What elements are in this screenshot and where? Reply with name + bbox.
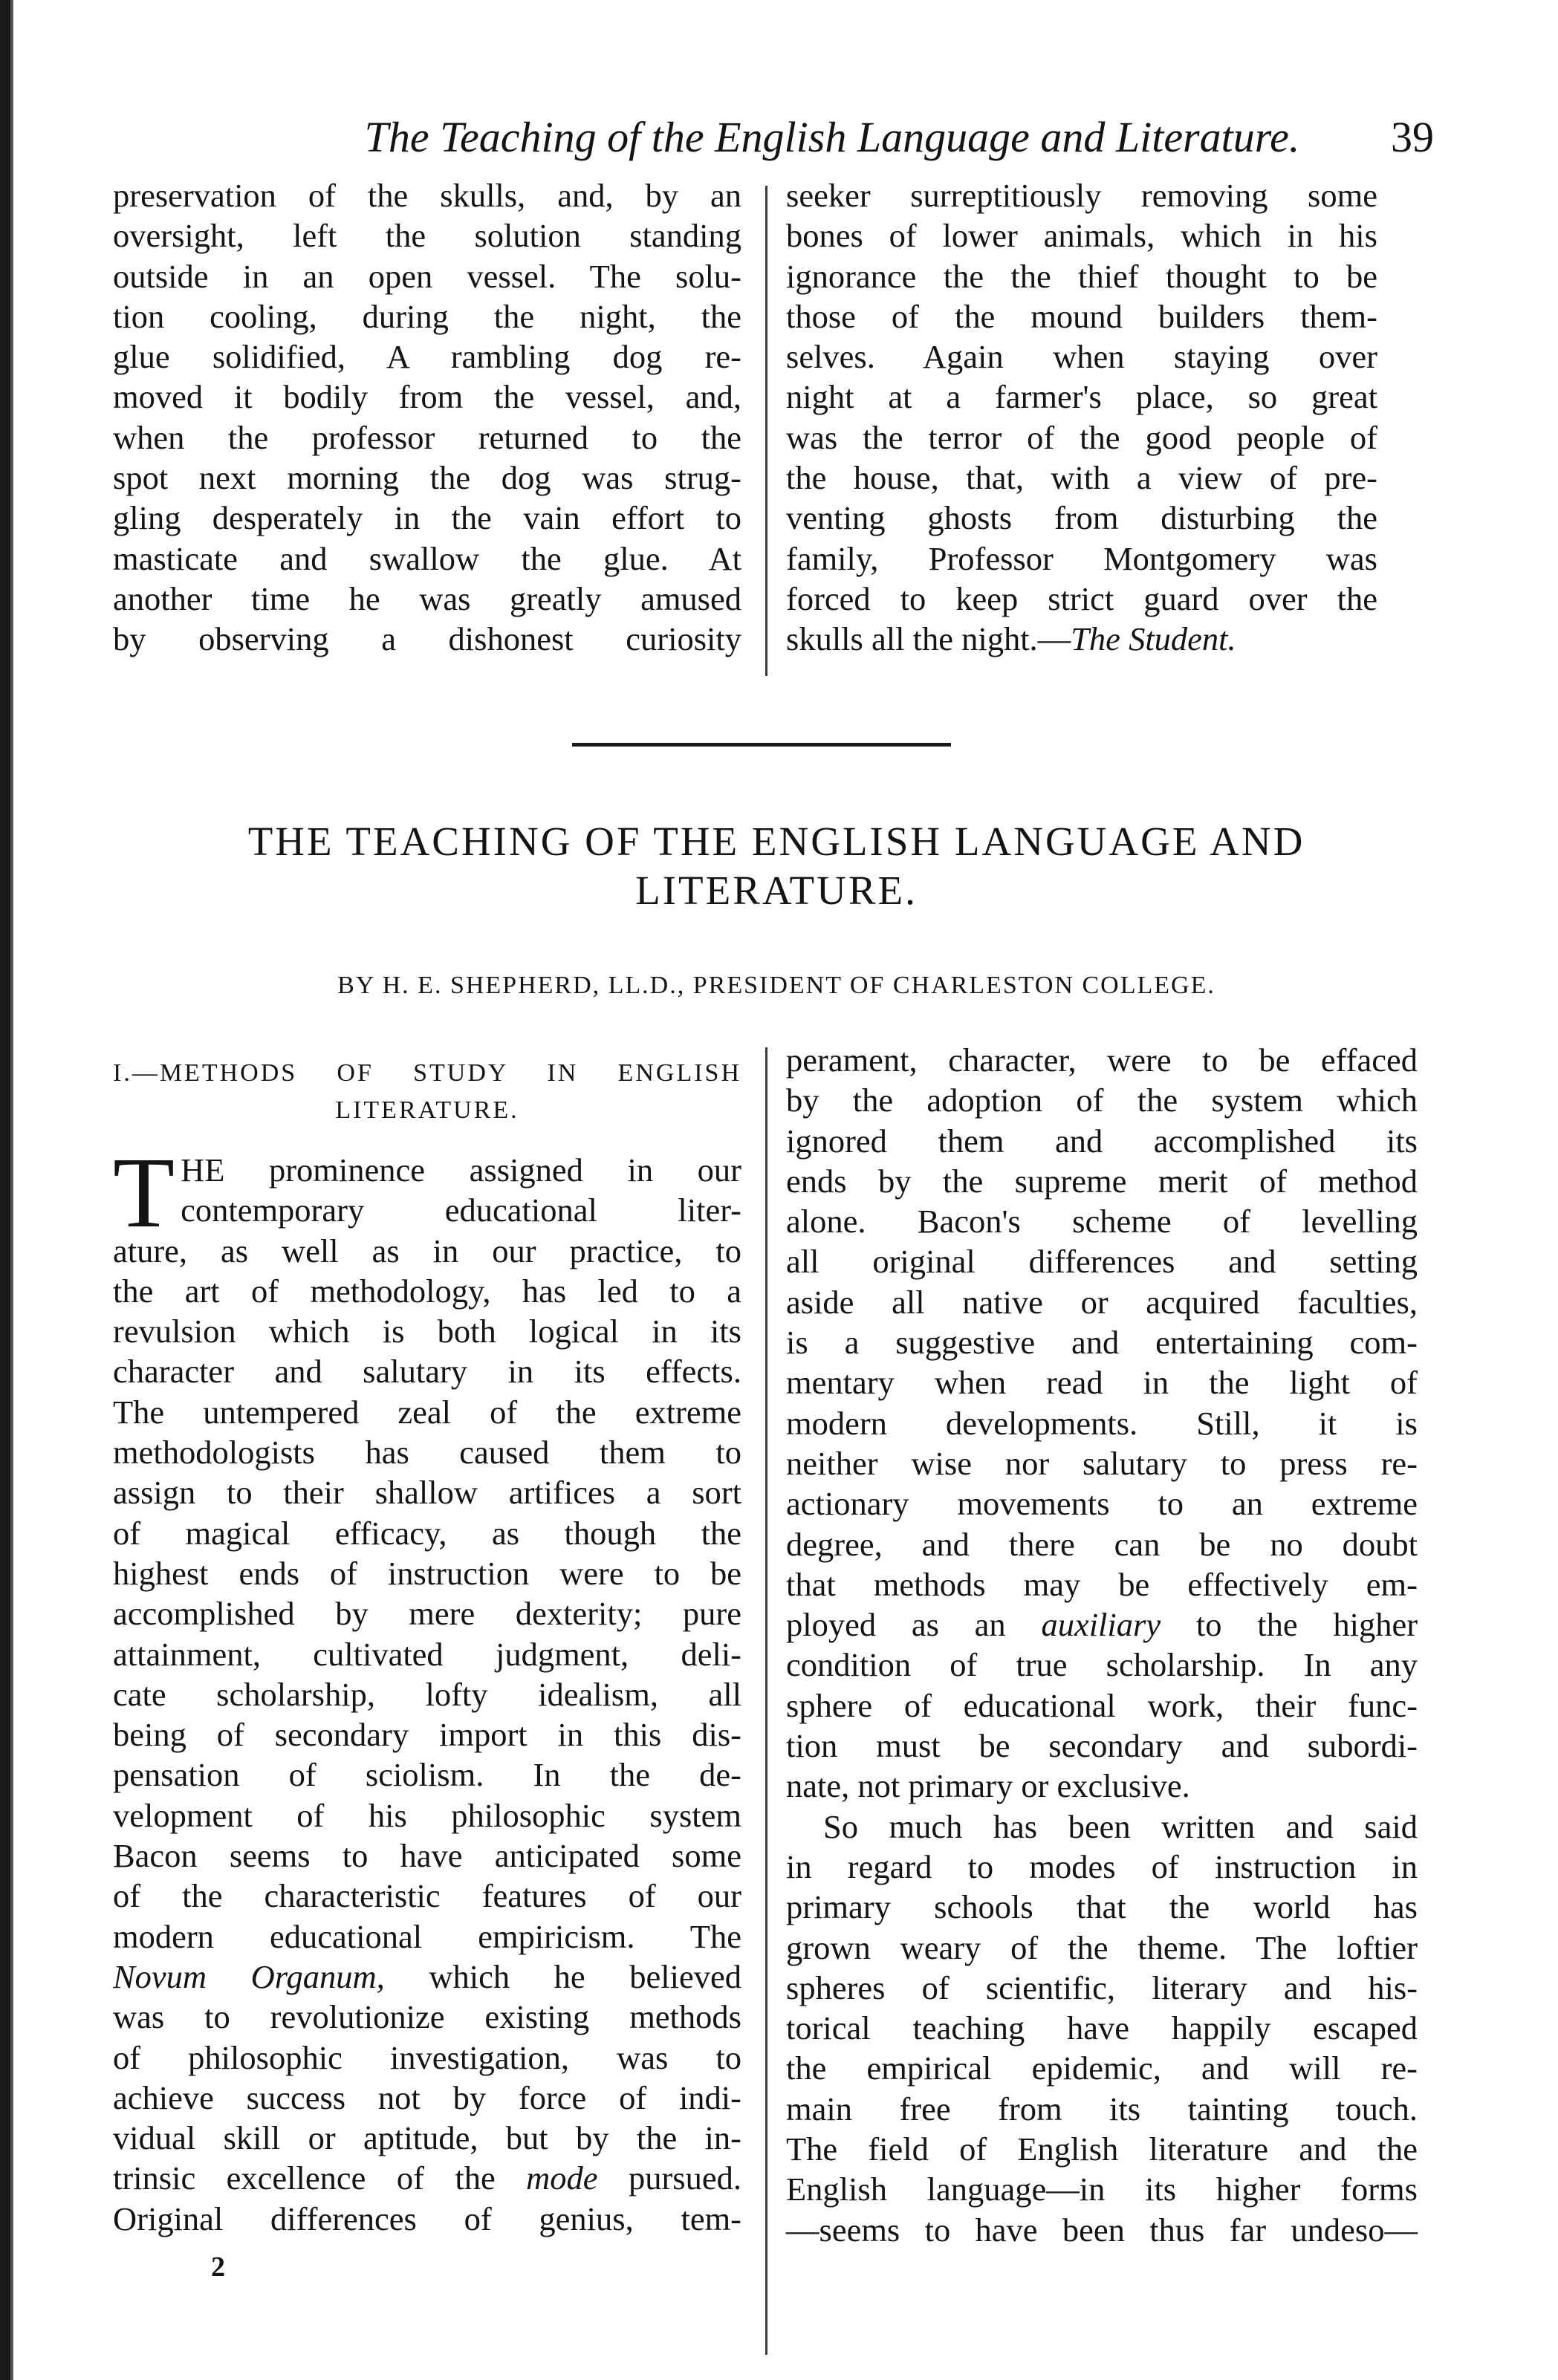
text-fragment: to the higher xyxy=(1195,1606,1418,1644)
text-line: achieve success not by force of indi- xyxy=(113,2078,741,2116)
top-left-column xyxy=(113,175,741,660)
signature-mark: 2 xyxy=(211,2251,225,2283)
text-line: tion must be secondary and subordi- xyxy=(786,1727,1418,1765)
text-line-last: nate, not primary or exclusive. xyxy=(786,1767,1190,1805)
text-fragment: skulls all the night.— xyxy=(786,620,1071,658)
text-line: condition of true scholarship. In any xyxy=(786,1646,1418,1684)
text-line: of philosophic investigation, was to xyxy=(113,2038,741,2076)
text-line: assign to their shallow artifices a sort xyxy=(113,1474,741,1512)
text-line: night at a farmer's place, so great xyxy=(786,378,1377,416)
text-line: the art of methodology, has led to a xyxy=(113,1272,741,1310)
text-line: is a suggestive and entertaining com- xyxy=(786,1324,1418,1362)
text-line xyxy=(786,1604,1418,1645)
text-line: that methods may be effectively em- xyxy=(786,1565,1418,1603)
page-edge-rule-thin xyxy=(10,0,13,2380)
column-divider-top xyxy=(765,186,767,676)
text-line: tion cooling, during the night, the xyxy=(113,297,741,335)
bottom-right-column xyxy=(786,1040,1418,2250)
text-line: ends by the supreme merit of method xyxy=(786,1162,1418,1200)
text-line-last xyxy=(786,619,1377,659)
text-line: by the adoption of the system which xyxy=(786,1082,1418,1119)
text-line: The untempered zeal of the extreme xyxy=(113,1393,741,1431)
text-line: accomplished by mere dexterity; pure xyxy=(113,1595,741,1633)
text-fragment: which he believed xyxy=(429,1957,741,1995)
section-separator-rule xyxy=(572,743,951,747)
text-line: selves. Again when staying over xyxy=(786,338,1377,376)
text-line: seeker surreptitiously removing some xyxy=(786,177,1377,214)
text-line: —seems to have been thus far undeso— xyxy=(786,2211,1418,2249)
text-line: masticate and swallow the glue. At xyxy=(113,539,741,577)
text-line: alone. Bacon's scheme of levelling xyxy=(786,1203,1418,1241)
text-line: velopment of his philosophic system xyxy=(113,1796,741,1834)
text-line: oversight, left the solution standing xyxy=(113,217,741,255)
text-line: of magical efficacy, as though the xyxy=(113,1514,741,1552)
text-line: family, Professor Montgomery was xyxy=(786,539,1377,577)
drop-cap: T xyxy=(113,1137,175,1249)
text-line: spheres of scientific, literary and his- xyxy=(786,1968,1418,2006)
text-line: aside all native or acquired faculties, xyxy=(786,1283,1418,1321)
text-line: The field of English literature and the xyxy=(786,2130,1418,2168)
text-line: perament, character, were to be effaced xyxy=(786,1041,1418,1079)
italic-word: mode xyxy=(526,2159,598,2197)
text-line: in regard to modes of instruction in xyxy=(786,1847,1418,1885)
text-fragment: ployed as an xyxy=(786,1606,1006,1644)
text-line: vidual skill or aptitude, but by the in- xyxy=(113,2119,741,2157)
text-line: ignored them and accomplished its xyxy=(786,1122,1418,1160)
article-title-line: THE TEACHING OF THE ENGLISH LANGUAGE AND xyxy=(247,819,1305,864)
text-line: neither wise nor salutary to press re- xyxy=(786,1444,1418,1482)
text-line: methodologists has caused them to xyxy=(113,1434,741,1472)
italic-word: auxiliary xyxy=(1041,1606,1161,1644)
text-line: preservation of the skulls, and, by an xyxy=(113,177,741,214)
text-line: attainment, cultivated judgment, deli- xyxy=(113,1635,741,1673)
text-line: forced to keep strict guard over the xyxy=(786,579,1377,617)
text-line: moved it bodily from the vessel, and, xyxy=(113,378,741,416)
bottom-left-column xyxy=(113,1055,741,2239)
text-line: modern educational empiricism. The xyxy=(113,1917,741,1955)
text-line: those of the mound builders them- xyxy=(786,297,1377,335)
text-line: English language—in its higher forms xyxy=(786,2171,1418,2208)
article-title-line: LITERATURE. xyxy=(635,868,918,913)
text-line: character and salutary in its effects. xyxy=(113,1353,741,1391)
page-edge-rule xyxy=(0,0,10,2380)
text-line: actionary movements to an extreme xyxy=(786,1485,1418,1523)
text-line: ature, as well as in our practice, to xyxy=(113,1232,741,1269)
text-line: the empirical epidemic, and will re- xyxy=(786,2049,1418,2087)
text-line: degree, and there can be no doubt xyxy=(786,1525,1418,1563)
text-fragment: pursued. xyxy=(628,2159,741,2197)
text-line: outside in an open vessel. The solu- xyxy=(113,257,741,295)
text-line: primary schools that the world has xyxy=(786,1888,1418,1926)
text-line: was the terror of the good people of xyxy=(786,418,1377,456)
text-line: spot next morning the dog was strug- xyxy=(113,459,741,497)
text-line: mentary when read in the light of xyxy=(786,1364,1418,1402)
text-line: torical teaching have happily escaped xyxy=(786,2009,1418,2047)
running-title: The Teaching of the English Language and Literature. xyxy=(364,113,1300,161)
text-line: sphere of educational work, their func- xyxy=(786,1686,1418,1724)
text-line: was to revolutionize existing methods xyxy=(113,1998,741,2036)
text-line: ignorance the the thief thought to be xyxy=(786,257,1377,295)
text-line: pensation of sciolism. In the de- xyxy=(113,1756,741,1794)
italic-title: Novum Organum, xyxy=(113,1957,385,1995)
text-line: gling desperately in the vain effort to xyxy=(113,499,741,537)
text-line: being of secondary import in this dis- xyxy=(113,1716,741,1754)
text-line xyxy=(113,2158,741,2198)
page-number: 39 xyxy=(1391,113,1434,161)
text-line: all original differences and setting xyxy=(786,1243,1418,1281)
article-title xyxy=(111,817,1441,915)
text-line: main free from its tainting touch. xyxy=(786,2090,1418,2127)
text-fragment: trinsic excellence of the xyxy=(113,2159,496,2197)
text-line: revulsion which is both logical in its xyxy=(113,1313,741,1350)
section-heading: I.—METHODS OF STUDY IN ENGLISH xyxy=(113,1059,741,1087)
text-line: when the professor returned to the xyxy=(113,418,741,456)
text-line: Original differences of genius, tem- xyxy=(113,2199,741,2237)
text-line: HE prominence assigned in our xyxy=(181,1151,741,1189)
section-heading: LITERATURE. xyxy=(335,1096,519,1124)
text-line: Bacon seems to have anticipated some xyxy=(113,1837,741,1875)
column-divider-bottom xyxy=(765,1047,767,2355)
text-line: the house, that, with a view of pre- xyxy=(786,459,1377,497)
text-line xyxy=(113,1957,741,1997)
text-line: highest ends of instruction were to be xyxy=(113,1554,741,1592)
text-line: cate scholarship, lofty idealism, all xyxy=(113,1675,741,1713)
opening-paragraph xyxy=(113,1137,741,2239)
text-line: by observing a dishonest curiosity xyxy=(113,620,741,658)
text-line: of the characteristic features of our xyxy=(113,1877,741,1915)
text-line: bones of lower animals, which in his xyxy=(786,217,1377,255)
text-line: glue solidified, A rambling dog re- xyxy=(113,338,741,376)
text-line: venting ghosts from disturbing the xyxy=(786,499,1377,537)
text-line: another time he was greatly amused xyxy=(113,579,741,617)
source-citation: The Student. xyxy=(1071,620,1236,658)
text-line: modern developments. Still, it is xyxy=(786,1404,1418,1442)
text-line: contemporary educational liter- xyxy=(181,1191,741,1229)
article-byline: BY H. E. SHEPHERD, LL.D., PRESIDENT OF CHARLESTON COLLEGE. xyxy=(337,972,1215,999)
paragraph-first-line: So much has been written and said xyxy=(823,1807,1418,1845)
top-right-column xyxy=(786,175,1377,660)
text-line: grown weary of the theme. The loftier xyxy=(786,1928,1418,1966)
